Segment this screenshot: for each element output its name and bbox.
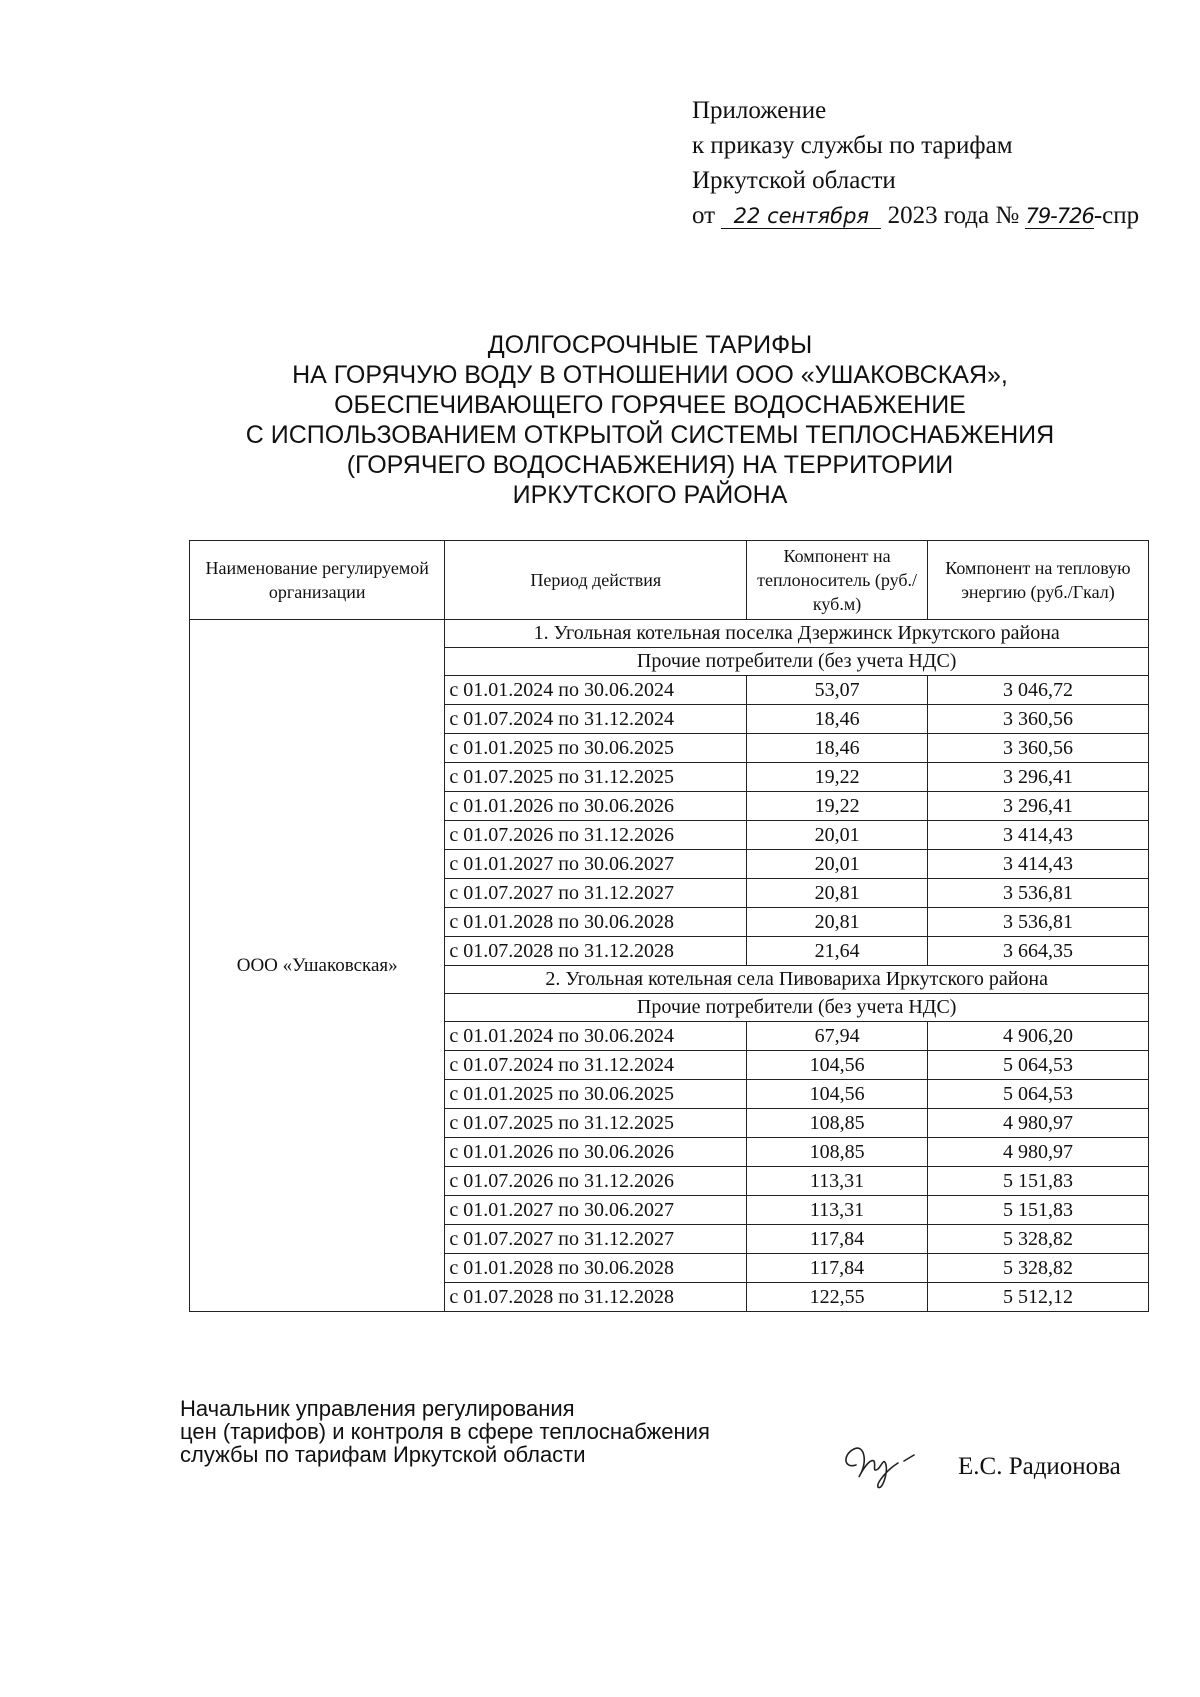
energy-value-cell: 3 414,43 (927, 821, 1148, 850)
carrier-value-cell: 19,22 (747, 792, 928, 821)
period-cell: с 01.07.2024 по 31.12.2024 (445, 1051, 747, 1080)
table-body (190, 620, 1149, 1312)
tariffs-table (189, 540, 1149, 1312)
carrier-value-cell: 117,84 (747, 1225, 928, 1254)
section-title: 1. Угольная котельная поселка Дзержинск Иркутского района (445, 620, 1149, 648)
carrier-value-cell: 53,07 (747, 676, 928, 705)
header-organization: Наименование регулируемой организации (190, 541, 445, 620)
carrier-value-cell: 113,31 (747, 1196, 928, 1225)
carrier-value-cell: 19,22 (747, 763, 928, 792)
carrier-value-cell: 20,81 (747, 908, 928, 937)
period-cell: с 01.01.2024 по 30.06.2024 (445, 1022, 747, 1051)
period-cell: с 01.01.2028 по 30.06.2028 (445, 1254, 747, 1283)
carrier-value-cell: 122,55 (747, 1283, 928, 1312)
period-cell: с 01.07.2025 по 31.12.2025 (445, 1109, 747, 1138)
period-cell: с 01.07.2025 по 31.12.2025 (445, 763, 747, 792)
energy-value-cell: 5 064,53 (927, 1080, 1148, 1109)
energy-value-cell: 3 414,43 (927, 850, 1148, 879)
title-line-3: ОБЕСПЕЧИВАЮЩЕГО ГОРЯЧЕЕ ВОДОСНАБЖЕНИЕ (334, 391, 966, 419)
date-prefix: от (692, 202, 716, 229)
carrier-value-cell: 18,46 (747, 734, 928, 763)
period-cell: с 01.01.2025 по 30.06.2025 (445, 1080, 747, 1109)
carrier-value-cell: 104,56 (747, 1080, 928, 1109)
title-line-2: НА ГОРЯЧУЮ ВОДУ В ОТНОШЕНИИ ООО «УШАКОВСКАЯ», (292, 361, 1008, 389)
carrier-value-cell: 108,85 (747, 1109, 928, 1138)
energy-value-cell: 3 360,56 (927, 705, 1148, 734)
handwritten-date: 22 сентября (721, 204, 881, 229)
energy-value-cell: 3 046,72 (927, 676, 1148, 705)
consumer-group: Прочие потребители (без учета НДС) (445, 994, 1149, 1022)
appendix-line-2: к приказу службы по тарифам (692, 132, 1013, 159)
period-cell: с 01.01.2025 по 30.06.2025 (445, 734, 747, 763)
period-cell: с 01.07.2026 по 31.12.2026 (445, 821, 747, 850)
appendix-header (692, 93, 1139, 233)
table-header-row (190, 541, 1149, 620)
carrier-value-cell: 18,46 (747, 705, 928, 734)
period-cell: с 01.01.2027 по 30.06.2027 (445, 850, 747, 879)
period-cell: с 01.01.2028 по 30.06.2028 (445, 908, 747, 937)
position-line-3: службы по тарифам Иркутской области (180, 1442, 586, 1467)
order-date-line (692, 198, 1139, 233)
period-cell: с 01.07.2027 по 31.12.2027 (445, 1225, 747, 1254)
section-title-row (190, 620, 1149, 648)
period-cell: с 01.01.2026 по 30.06.2026 (445, 792, 747, 821)
carrier-value-cell: 20,01 (747, 850, 928, 879)
section-title: 2. Угольная котельная села Пивовариха Иркутского района (445, 966, 1149, 994)
carrier-value-cell: 20,81 (747, 879, 928, 908)
period-cell: с 01.01.2026 по 30.06.2026 (445, 1138, 747, 1167)
energy-value-cell: 3 536,81 (927, 879, 1148, 908)
energy-value-cell: 5 512,12 (927, 1283, 1148, 1312)
header-period: Период действия (445, 541, 747, 620)
energy-value-cell: 5 328,82 (927, 1225, 1148, 1254)
energy-value-cell: 3 296,41 (927, 792, 1148, 821)
energy-value-cell: 5 328,82 (927, 1254, 1148, 1283)
period-cell: с 01.07.2028 по 31.12.2028 (445, 937, 747, 966)
carrier-value-cell: 67,94 (747, 1022, 928, 1051)
handwritten-signature (838, 1435, 928, 1495)
energy-value-cell: 3 296,41 (927, 763, 1148, 792)
energy-value-cell: 3 360,56 (927, 734, 1148, 763)
period-cell: с 01.01.2027 по 30.06.2027 (445, 1196, 747, 1225)
signatory-position (180, 1397, 710, 1466)
period-cell: с 01.07.2028 по 31.12.2028 (445, 1283, 747, 1312)
order-number-suffix: -спр (1093, 202, 1140, 229)
period-cell: с 01.07.2026 по 31.12.2026 (445, 1167, 747, 1196)
document-title (180, 330, 1120, 510)
energy-value-cell: 5 064,53 (927, 1051, 1148, 1080)
energy-value-cell: 4 980,97 (927, 1109, 1148, 1138)
energy-value-cell: 4 906,20 (927, 1022, 1148, 1051)
handwritten-order-number: 79-726 (1025, 204, 1094, 228)
period-cell: с 01.01.2024 по 30.06.2024 (445, 676, 747, 705)
energy-value-cell: 4 980,97 (927, 1138, 1148, 1167)
position-line-2: цен (тарифов) и контроля в сфере теплоснабжения (180, 1419, 710, 1444)
carrier-value-cell: 20,01 (747, 821, 928, 850)
title-line-6: ИРКУТСКОГО РАЙОНА (512, 481, 788, 509)
appendix-line-3: Иркутской области (692, 167, 896, 194)
appendix-line-1: Приложение (692, 97, 827, 124)
carrier-value-cell: 104,56 (747, 1051, 928, 1080)
header-carrier-component: Компонент на теплоноситель (руб./куб.м) (747, 541, 928, 620)
title-line-1: ДОЛГОСРОЧНЫЕ ТАРИФЫ (487, 331, 813, 359)
carrier-value-cell: 117,84 (747, 1254, 928, 1283)
order-year: 2023 года № (887, 202, 1020, 229)
period-cell: с 01.07.2024 по 31.12.2024 (445, 705, 747, 734)
carrier-value-cell: 108,85 (747, 1138, 928, 1167)
organization-name: ООО «Ушаковская» (190, 620, 445, 1312)
title-line-5: (ГОРЯЧЕГО ВОДОСНАБЖЕНИЯ) НА ТЕРРИТОРИИ (346, 451, 954, 479)
period-cell: с 01.07.2027 по 31.12.2027 (445, 879, 747, 908)
carrier-value-cell: 113,31 (747, 1167, 928, 1196)
energy-value-cell: 5 151,83 (927, 1167, 1148, 1196)
signer-name: Е.С. Радионова (958, 1453, 1121, 1480)
energy-value-cell: 3 536,81 (927, 908, 1148, 937)
carrier-value-cell: 21,64 (747, 937, 928, 966)
header-energy-component: Компонент на тепловую энергию (руб./Гкал) (927, 541, 1148, 620)
energy-value-cell: 5 151,83 (927, 1196, 1148, 1225)
position-line-1: Начальник управления регулирования (180, 1396, 575, 1421)
consumer-group: Прочие потребители (без учета НДС) (445, 648, 1149, 676)
title-line-4: С ИСПОЛЬЗОВАНИЕМ ОТКРЫТОЙ СИСТЕМЫ ТЕПЛОСНАБЖЕНИЯ (245, 421, 1055, 449)
energy-value-cell: 3 664,35 (927, 937, 1148, 966)
